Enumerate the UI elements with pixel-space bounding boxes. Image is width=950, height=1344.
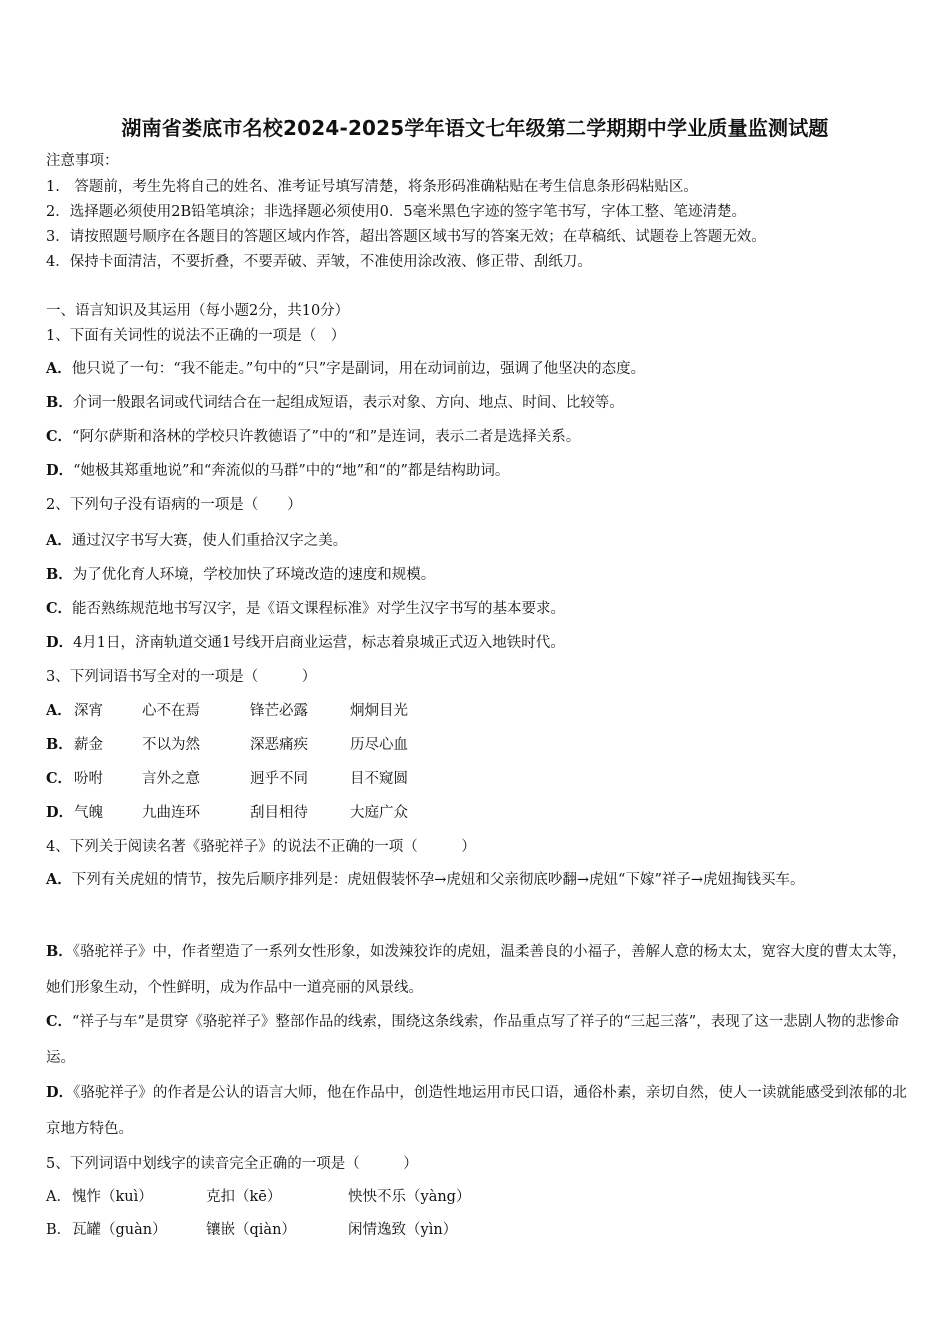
option-text: 《骆驼祥子》中，作者塑造了一系列女性形象，如泼辣狡诈的虎妞，温柔善良的小福子，善解人意的杨太太，宽容大度的曹太太等，她们形象生动，个性鲜明，成为作品中一道亮丽的风景线。 (46, 944, 907, 996)
option-text: 下列有关虎妞的情节，按先后顺序排列是：虎妞假装怀孕→虎妞和父亲彻底吵翻→虎妞“下嫁”祥子→虎妞掏钱买车。 (71, 872, 805, 888)
option (46, 359, 645, 379)
option-word: 目不窥圆 (350, 771, 408, 787)
question-stem: 5、下列词语中划线字的读音完全正确的一项是（ ） (46, 1156, 418, 1172)
option (46, 599, 565, 619)
option (46, 1220, 546, 1240)
option (46, 1075, 908, 1147)
option (46, 427, 580, 447)
option-word: 深宵 (74, 703, 103, 719)
section-heading: 一、语言知识及其运用（每小题2分，共10分） (46, 303, 350, 319)
option (46, 531, 347, 551)
option-label: A． (46, 702, 72, 719)
option-word: 瓦罐（guàn） (72, 1222, 167, 1238)
option-label: D． (46, 804, 74, 821)
option-word: 历尽心血 (350, 737, 408, 753)
option (46, 862, 908, 898)
question-stem: 2、下列句子没有语病的一项是（ ） (46, 497, 302, 513)
option-text: “阿尔萨斯和洛林的学校只许教德语了”中的“和”是连词，表示二者是选择关系。 (72, 429, 581, 445)
option (46, 934, 908, 1006)
notice-item: 2．选择题必须使用2B铅笔填涂；非选择题必须使用0．5毫米黑色字迹的签字笔书写，字体工整、笔迹清楚。 (46, 204, 747, 220)
option-word: 不以为然 (142, 737, 200, 753)
question-stem: 3、下列词语书写全对的一项是（ ） (46, 669, 317, 685)
option (46, 1004, 908, 1076)
option-word: 刮目相待 (250, 805, 308, 821)
option-label: B． (46, 394, 73, 411)
option-word: 深恶痛疾 (250, 737, 308, 753)
option-word: 大庭广众 (350, 805, 408, 821)
option-label: C． (46, 770, 73, 787)
option-text: “祥子与车”是贯穿《骆驼祥子》整部作品的线索，围绕这条线索，作品重点写了祥子的“三起三落”，表现了这一悲剧人物的悲惨命运。 (46, 1014, 900, 1066)
option-text: 通过汉字书写大赛，使人们重拾汉字之美。 (71, 533, 348, 549)
option-word: 克扣（kē） (206, 1189, 282, 1205)
option-label: D． (46, 1084, 74, 1101)
option-label: B． (46, 1222, 72, 1238)
option-word: 言外之意 (142, 771, 200, 787)
option-text: 能否熟练规范地书写汉字，是《语文课程标准》对学生汉字书写的基本要求。 (72, 601, 566, 617)
option-word: 气魄 (74, 805, 103, 821)
option (46, 803, 546, 823)
question-stem: 4、下列关于阅读名著《骆驼祥子》的说法不正确的一项（ ） (46, 839, 476, 855)
notice-item: 1. 答题前，考生先将自己的姓名、准考证号填写清楚，将条形码准确粘贴在考生信息条形码粘贴区。 (46, 179, 698, 195)
option-word: 薪金 (74, 737, 103, 753)
option-word: 吩咐 (74, 771, 103, 787)
option-label: C． (46, 428, 73, 445)
option-label: D． (46, 634, 74, 651)
option-label: D． (46, 462, 74, 479)
option-label: B． (46, 943, 73, 960)
option-word: 炯炯目光 (350, 703, 408, 719)
option-word: 镶嵌（qiàn） (206, 1222, 296, 1238)
option-text: 4月1日，济南轨道交通1号线开启商业运营，标志着泉城正式迈入地铁时代。 (73, 635, 565, 651)
option-label: A． (46, 532, 72, 549)
notice-item: 3．请按照题号顺序在各题目的答题区域内作答，超出答题区域书写的答案无效；在草稿纸、试题卷上答题无效。 (46, 229, 766, 245)
option-label: C． (46, 1013, 73, 1030)
option (46, 461, 509, 481)
option-text: 为了优化育人环境，学校加快了环境改造的速度和规模。 (72, 567, 436, 583)
question-stem: 1、下面有关词性的说法不正确的一项是（ ） (46, 328, 346, 344)
page-title: 湖南省娄底市名校2024-2025学年语文七年级第二学期期中学业质量监测试题 (121, 116, 829, 140)
option-word: 迥乎不同 (250, 771, 308, 787)
option (46, 633, 565, 653)
option-text: “她极其郑重地说”和“奔流似的马群”中的“地”和“的”都是结构助词。 (73, 463, 510, 479)
option-label: A． (46, 871, 72, 888)
option (46, 701, 546, 721)
option-text: 介词一般跟名词或代词结合在一起组成短语，表示对象、方向、地点、时间、比较等。 (72, 395, 624, 411)
option-label: C． (46, 600, 73, 617)
option-label: A． (46, 1189, 71, 1205)
option-label: A． (46, 360, 72, 377)
option-word: 九曲连环 (142, 805, 200, 821)
option-word: 愧怍（kuì） (72, 1189, 153, 1205)
option-word: 心不在焉 (142, 703, 200, 719)
option-word: 怏怏不乐（yàng） (348, 1189, 471, 1205)
option-label: B． (46, 736, 73, 753)
option (46, 769, 546, 789)
notice-item: 4．保持卡面清洁，不要折叠，不要弄破、弄皱，不准使用涂改液、修正带、刮纸刀。 (46, 254, 592, 270)
option-text: 《骆驼祥子》的作者是公认的语言大师，他在作品中，创造性地运用市民口语，通俗朴素，亲切自然，使人一读就能感受到浓郁的北京地方特色。 (46, 1085, 907, 1137)
notice-heading: 注意事项： (46, 153, 119, 169)
option-word: 锋芒必露 (250, 703, 308, 719)
option-label: B． (46, 566, 73, 583)
option-word: 闲情逸致（yìn） (348, 1222, 458, 1238)
option (46, 393, 624, 413)
option-text: 他只说了一句：“我不能走。”句中的“只”字是副词，用在动词前边，强调了他坚决的态度。 (71, 361, 646, 377)
option (46, 565, 435, 585)
option (46, 1187, 546, 1207)
option (46, 735, 546, 755)
